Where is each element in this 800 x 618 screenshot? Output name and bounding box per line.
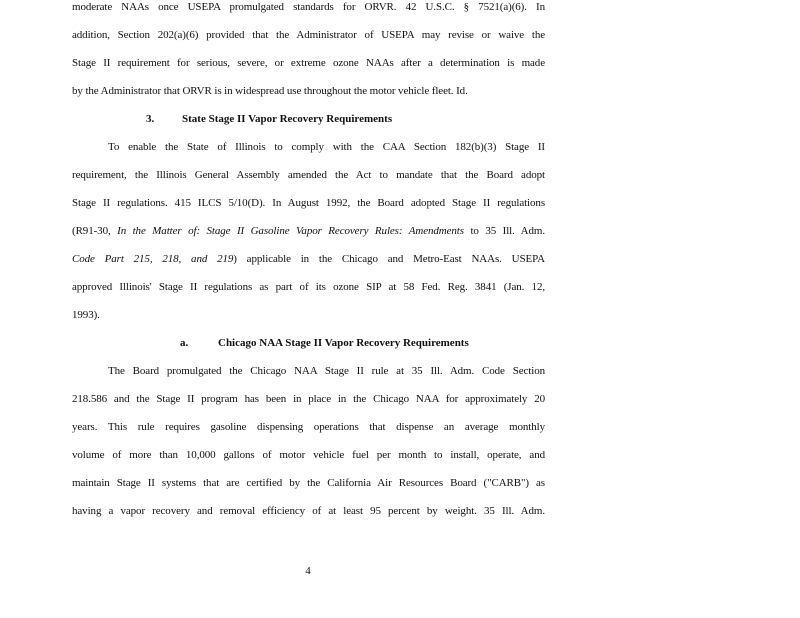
text-line: Stage II regulations. 415 ILCS 5/10(D). In August 1992, the Board adopted Stage II regulations <box>72 197 545 209</box>
heading-title: State Stage II Vapor Recovery Requirements <box>182 113 393 125</box>
text-line: Stage II requirement for serious, severe, or extreme ozone NAAs after a determination is made <box>72 57 545 69</box>
text-run: to 35 Ill. Adm. <box>463 225 546 237</box>
text-line: 218.586 and the Stage II program has been in place in the Chicago NAA for approximately 20 <box>72 393 545 405</box>
section-heading-a <box>180 336 469 350</box>
text-line: addition, Section 202(a)(6) provided that the Administrator of USEPA may revise or waive the <box>72 29 545 41</box>
page-number: 4 <box>305 565 311 577</box>
text-line: volume of more than 10,000 gallons of motor vehicle fuel per month to install, operate, and <box>72 449 545 461</box>
text-line: moderate NAAs once USEPA promulgated standards for ORVR. 42 U.S.C. § 7521(a)(6). In <box>72 1 545 13</box>
text-line: 1993). <box>72 309 100 321</box>
text-line: years. This rule requires gasoline dispensing operations that dispense an average monthly <box>72 421 545 433</box>
section-heading-3 <box>146 112 392 126</box>
text-line <box>72 252 545 266</box>
heading-number: a. <box>180 337 189 349</box>
text-line: requirement, the Illinois General Assembly amended the Act to mandate that the Board adopt <box>72 169 545 181</box>
case-title-italic: In the Matter of: Stage II Gasoline Vapor Recovery Rules: Amendments <box>117 225 464 237</box>
heading-title: Chicago NAA Stage II Vapor Recovery Requirements <box>218 337 469 349</box>
text-line: To enable the State of Illinois to comply with the CAA Section 182(b)(3) Stage II <box>108 141 545 153</box>
text-run: (R91-30, <box>72 225 118 237</box>
heading-number: 3. <box>146 113 155 125</box>
text-line: by the Administrator that ORVR is in widespread use throughout the motor vehicle fleet. Id. <box>72 85 468 97</box>
text-line: The Board promulgated the Chicago NAA Stage II rule at 35 Ill. Adm. Code Section <box>108 365 545 377</box>
text-line: having a vapor recovery and removal efficiency of at least 95 percent by weight. 35 Ill. Adm. <box>72 505 545 517</box>
text-run: ) applicable in the Chicago and Metro-East NAAs. USEPA <box>233 253 545 265</box>
text-line <box>72 224 545 238</box>
text-line: maintain Stage II systems that are certified by the California Air Resources Board ("CARB") as <box>72 477 545 489</box>
case-title-italic: Code Part 215, 218, and 219 <box>72 253 234 265</box>
text-line: approved Illinois' Stage II regulations as part of its ozone SIP at 58 Fed. Reg. 3841 (Jan. 12, <box>72 281 545 293</box>
